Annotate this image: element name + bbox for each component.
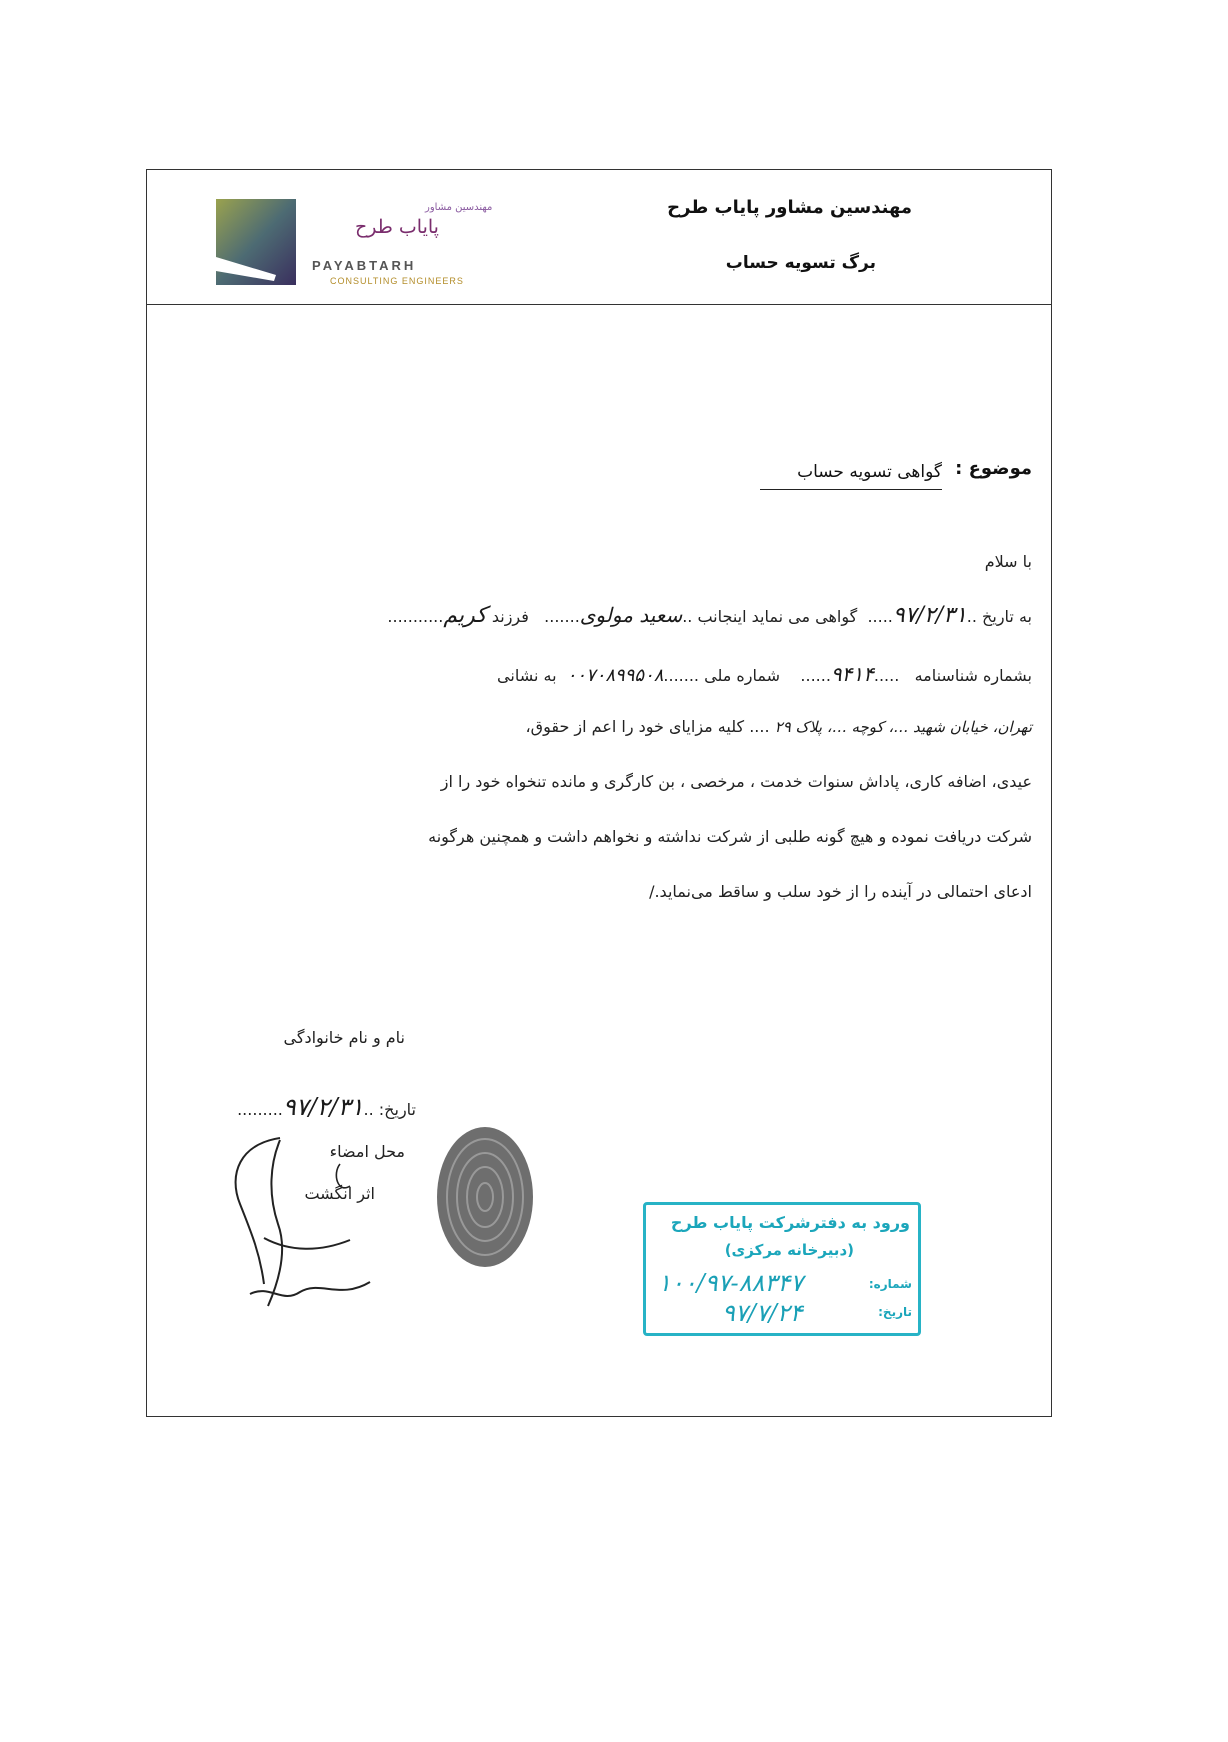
logo-subtitle: CONSULTING ENGINEERS	[330, 276, 464, 286]
line1-text-3: فرزند	[491, 607, 529, 626]
dotted-fill: ...........	[387, 607, 444, 626]
company-logo	[216, 199, 296, 285]
logo-english: PAYABTARH	[312, 258, 417, 273]
date-handwritten: ۹۷/۲/۳۱	[892, 603, 967, 628]
national-id-handwritten: ۰۰۷۰۸۹۹۵۰۸	[566, 665, 664, 686]
dotted-fill: ....	[749, 717, 770, 736]
body-line-1	[387, 603, 1032, 628]
dotted-fill: .........	[237, 1100, 283, 1119]
dotted-fill: .....	[867, 607, 893, 626]
greeting: با سلام	[984, 552, 1032, 571]
body-line-4: عیدی، اضافه کاری، پاداش سنوات خدمت ، مرخصی ، بن کارگری و مانده تنخواه خود را از	[440, 772, 1032, 791]
fullname-label: نام و نام خانوادگی	[283, 1028, 405, 1047]
stamp-subtitle: (دبیرخانه مرکزی)	[724, 1241, 854, 1259]
sign-date-label-text: تاریخ:	[378, 1100, 416, 1119]
subject-label: موضوع :	[955, 458, 1032, 479]
stamp-title: ورود به دفترشرکت پایاب طرح	[670, 1213, 910, 1232]
body-line-2	[497, 662, 1032, 686]
line2-text-3: به نشانی	[497, 666, 557, 685]
header-divider	[146, 304, 1052, 305]
dotted-fill: .......	[663, 666, 700, 685]
address-handwritten: تهران، خیابان شهید …، کوچه …، پلاک ۲۹	[774, 718, 1032, 736]
subject-value: گواهی تسویه حساب	[797, 462, 942, 482]
dotted-fill: ..	[966, 607, 977, 626]
stamp-number-label: شماره:	[868, 1277, 912, 1291]
stamp-number-handwritten: ۱۰۰/۹۷-۸۸۳۴۷	[658, 1269, 804, 1297]
subject-underline	[760, 489, 942, 490]
name-handwritten: سعید مولوی	[579, 603, 683, 627]
father-handwritten: کریم	[443, 603, 487, 628]
sign-date-label	[237, 1093, 416, 1121]
dotted-fill: .....	[873, 666, 900, 685]
line2-text-1: بشماره شناسنامه	[914, 666, 1032, 685]
dotted-fill: ......	[800, 666, 831, 685]
sign-date-handwritten: ۹۷/۲/۳۱	[282, 1093, 364, 1121]
form-title: برگ تسویه حساب	[725, 253, 876, 273]
fingerprint	[432, 1122, 538, 1272]
birth-id-handwritten: ۹۴۱۴	[830, 662, 874, 686]
logo-persian-small: مهندسین مشاور	[425, 202, 493, 213]
line1-text-2: گواهی می نماید اینجانب	[697, 607, 858, 626]
line2-text-2: شماره ملی	[704, 666, 781, 685]
signature-place-label: محل امضاء	[329, 1142, 405, 1161]
dotted-fill: .......	[544, 607, 580, 626]
line1-text-1: به تاریخ	[982, 607, 1032, 626]
company-name: مهندسین مشاور پایاب طرح	[667, 197, 912, 218]
body-line-3	[526, 717, 1033, 736]
logo-persian: پایاب طرح	[355, 216, 439, 238]
fingerprint-label: اثر انگشت	[304, 1184, 375, 1203]
registration-stamp	[643, 1202, 921, 1336]
dotted-fill: ..	[363, 1100, 374, 1119]
body-line-5: شرکت دریافت نموده و هیچ گونه طلبی از شرکت نداشته و نخواهم داشت و همچنین هرگونه	[428, 827, 1032, 846]
body-line-6: ادعای احتمالی در آینده را از خود سلب و ساقط می‌نماید./	[649, 882, 1032, 901]
line3-text-1: کلیه مزایای خود را اعم از حقوق،	[525, 717, 745, 736]
dotted-fill: ..	[682, 607, 693, 626]
stamp-date-handwritten: ۹۷/۷/۲۴	[722, 1299, 803, 1327]
stamp-date-label: تاریخ:	[878, 1305, 912, 1319]
